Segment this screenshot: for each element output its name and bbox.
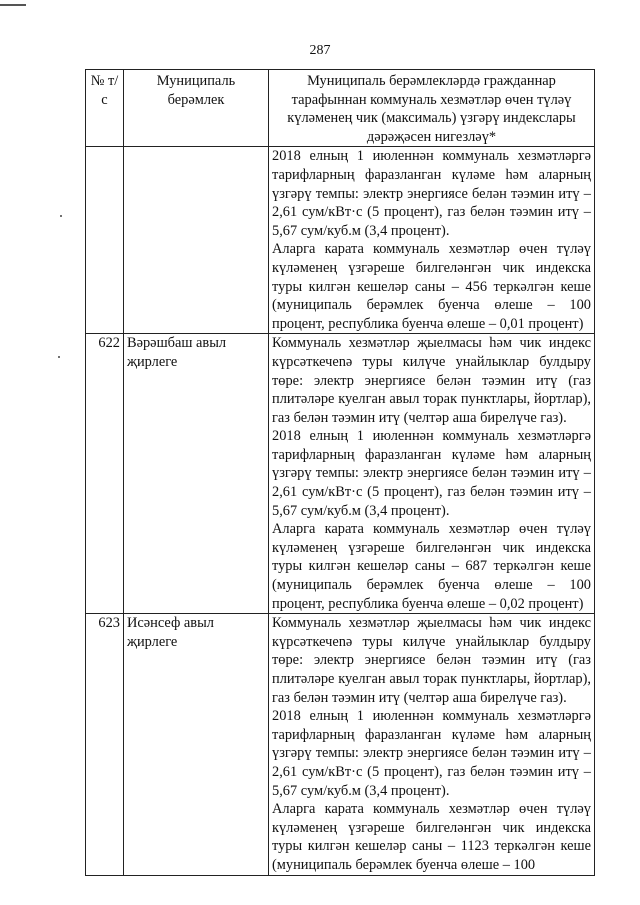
description-paragraph: 2018 елның 1 июленнән коммуналь хезмәтләргә тарифларның фаразланган күләме һәм аларның үзгәрү темпы: электр энергиясе белән тәэмин итү – 2,61 сум/кВт·с (5 процент), газ белән тәэмин итү – 5,67 сум/куб.м (3,4 процент). — [272, 428, 591, 519]
description-paragraph: 2018 елның 1 июленнән коммуналь хезмәтләргә тарифларның фаразланган күләме һәм аларның үзгәрү темпы: электр энергиясе белән тәэмин итү – 2,61 сум/кВт·с (5 процент), газ белән тәэмин итү – 5,67 сум/куб.м (3,4 процент). — [272, 148, 591, 239]
scan-corner-mark — [0, 4, 26, 6]
description-paragraph: Коммуналь хезмәтләр җыелмасы һәм чик индекс күрсәткечenә туры килүче унайлыклар булдыру төре: электр энергиясе белән тәэмин итү (газ плитәләре куелган авыл торак пунктлары, йортлар), газ белән тәэмин итү (челтәр аша бирелүче газ). — [272, 615, 591, 706]
description-cell — [269, 147, 595, 334]
header-description: Муниципаль берәмлекләрдә гражданнар тарафыннан коммуналь хезмәтләр өчен түләү күләменең чик (максималь) үзгәрү индекслары дәрәҗәсен нигезләү* — [269, 70, 595, 147]
description-paragraph: Аларга карата коммуналь хезмәтләр өчен түләү күләменең үзгәреше билгеләнгән чик индекска туры килгән кешеләр саны – 687 теркәлгән кеше (муниципаль берәмлек буенча өлеше – 100 процент, республика буенча өлеше – 0,02 процент) — [272, 521, 591, 612]
header-municipality: Муниципаль берәмлек — [124, 70, 269, 147]
table-row — [86, 334, 595, 614]
table-row — [86, 614, 595, 875]
municipality-name: Исәнсеф авыл җирлеге — [124, 614, 269, 875]
municipality-name: Вәрәшбаш авыл җирлеге — [124, 334, 269, 614]
description-paragraph: Коммуналь хезмәтләр җыелмасы һәм чик индекс күрсәткечenә туры килүче унайлыклар булдыру төре: электр энергиясе белән тәэмин итү (газ плитәләре куелган авыл торак пунктлары, йортлар), газ белән тәэмин итү (челтәр аша бирелүче газ). — [272, 335, 591, 426]
description-cell — [269, 614, 595, 875]
description-paragraph: 2018 елның 1 июленнән коммуналь хезмәтләргә тарифларның фаразланган күләме һәм аларның үзгәрү темпы: электр энергиясе белән тәэмин итү – 2,61 сум/кВт·с (5 процент), газ белән тәэмин итү – 5,67 сум/куб.м (3,4 процент). — [272, 708, 591, 799]
table-row — [86, 147, 595, 334]
row-number — [86, 147, 124, 334]
scan-speck — [58, 356, 60, 358]
description-paragraph: Аларга карата коммуналь хезмәтләр өчен түләү күләменең үзгәреше билгеләнгән чик индекска туры килгән кешеләр саны – 456 теркәлгән кеше (муниципаль берәмлек буенча өлеше – 100 процент, республика буенча өлеше – 0,01 процент) — [272, 241, 591, 332]
table-header-row — [86, 70, 595, 147]
municipality-table — [85, 69, 595, 876]
municipality-name — [124, 147, 269, 334]
row-number: 623 — [86, 614, 124, 875]
description-cell — [269, 334, 595, 614]
scan-speck — [60, 215, 62, 217]
page-number: 287 — [309, 43, 331, 58]
row-number: 622 — [86, 334, 124, 614]
description-paragraph: Аларга карата коммуналь хезмәтләр өчен түләү күләменең үзгәреше билгеләнгән чик индекска туры килгән кешеләр саны – 1123 теркәлгән кеше (муниципаль берәмлек буенча өлеше – 100 — [272, 801, 591, 873]
header-num: № т/с — [86, 70, 124, 147]
